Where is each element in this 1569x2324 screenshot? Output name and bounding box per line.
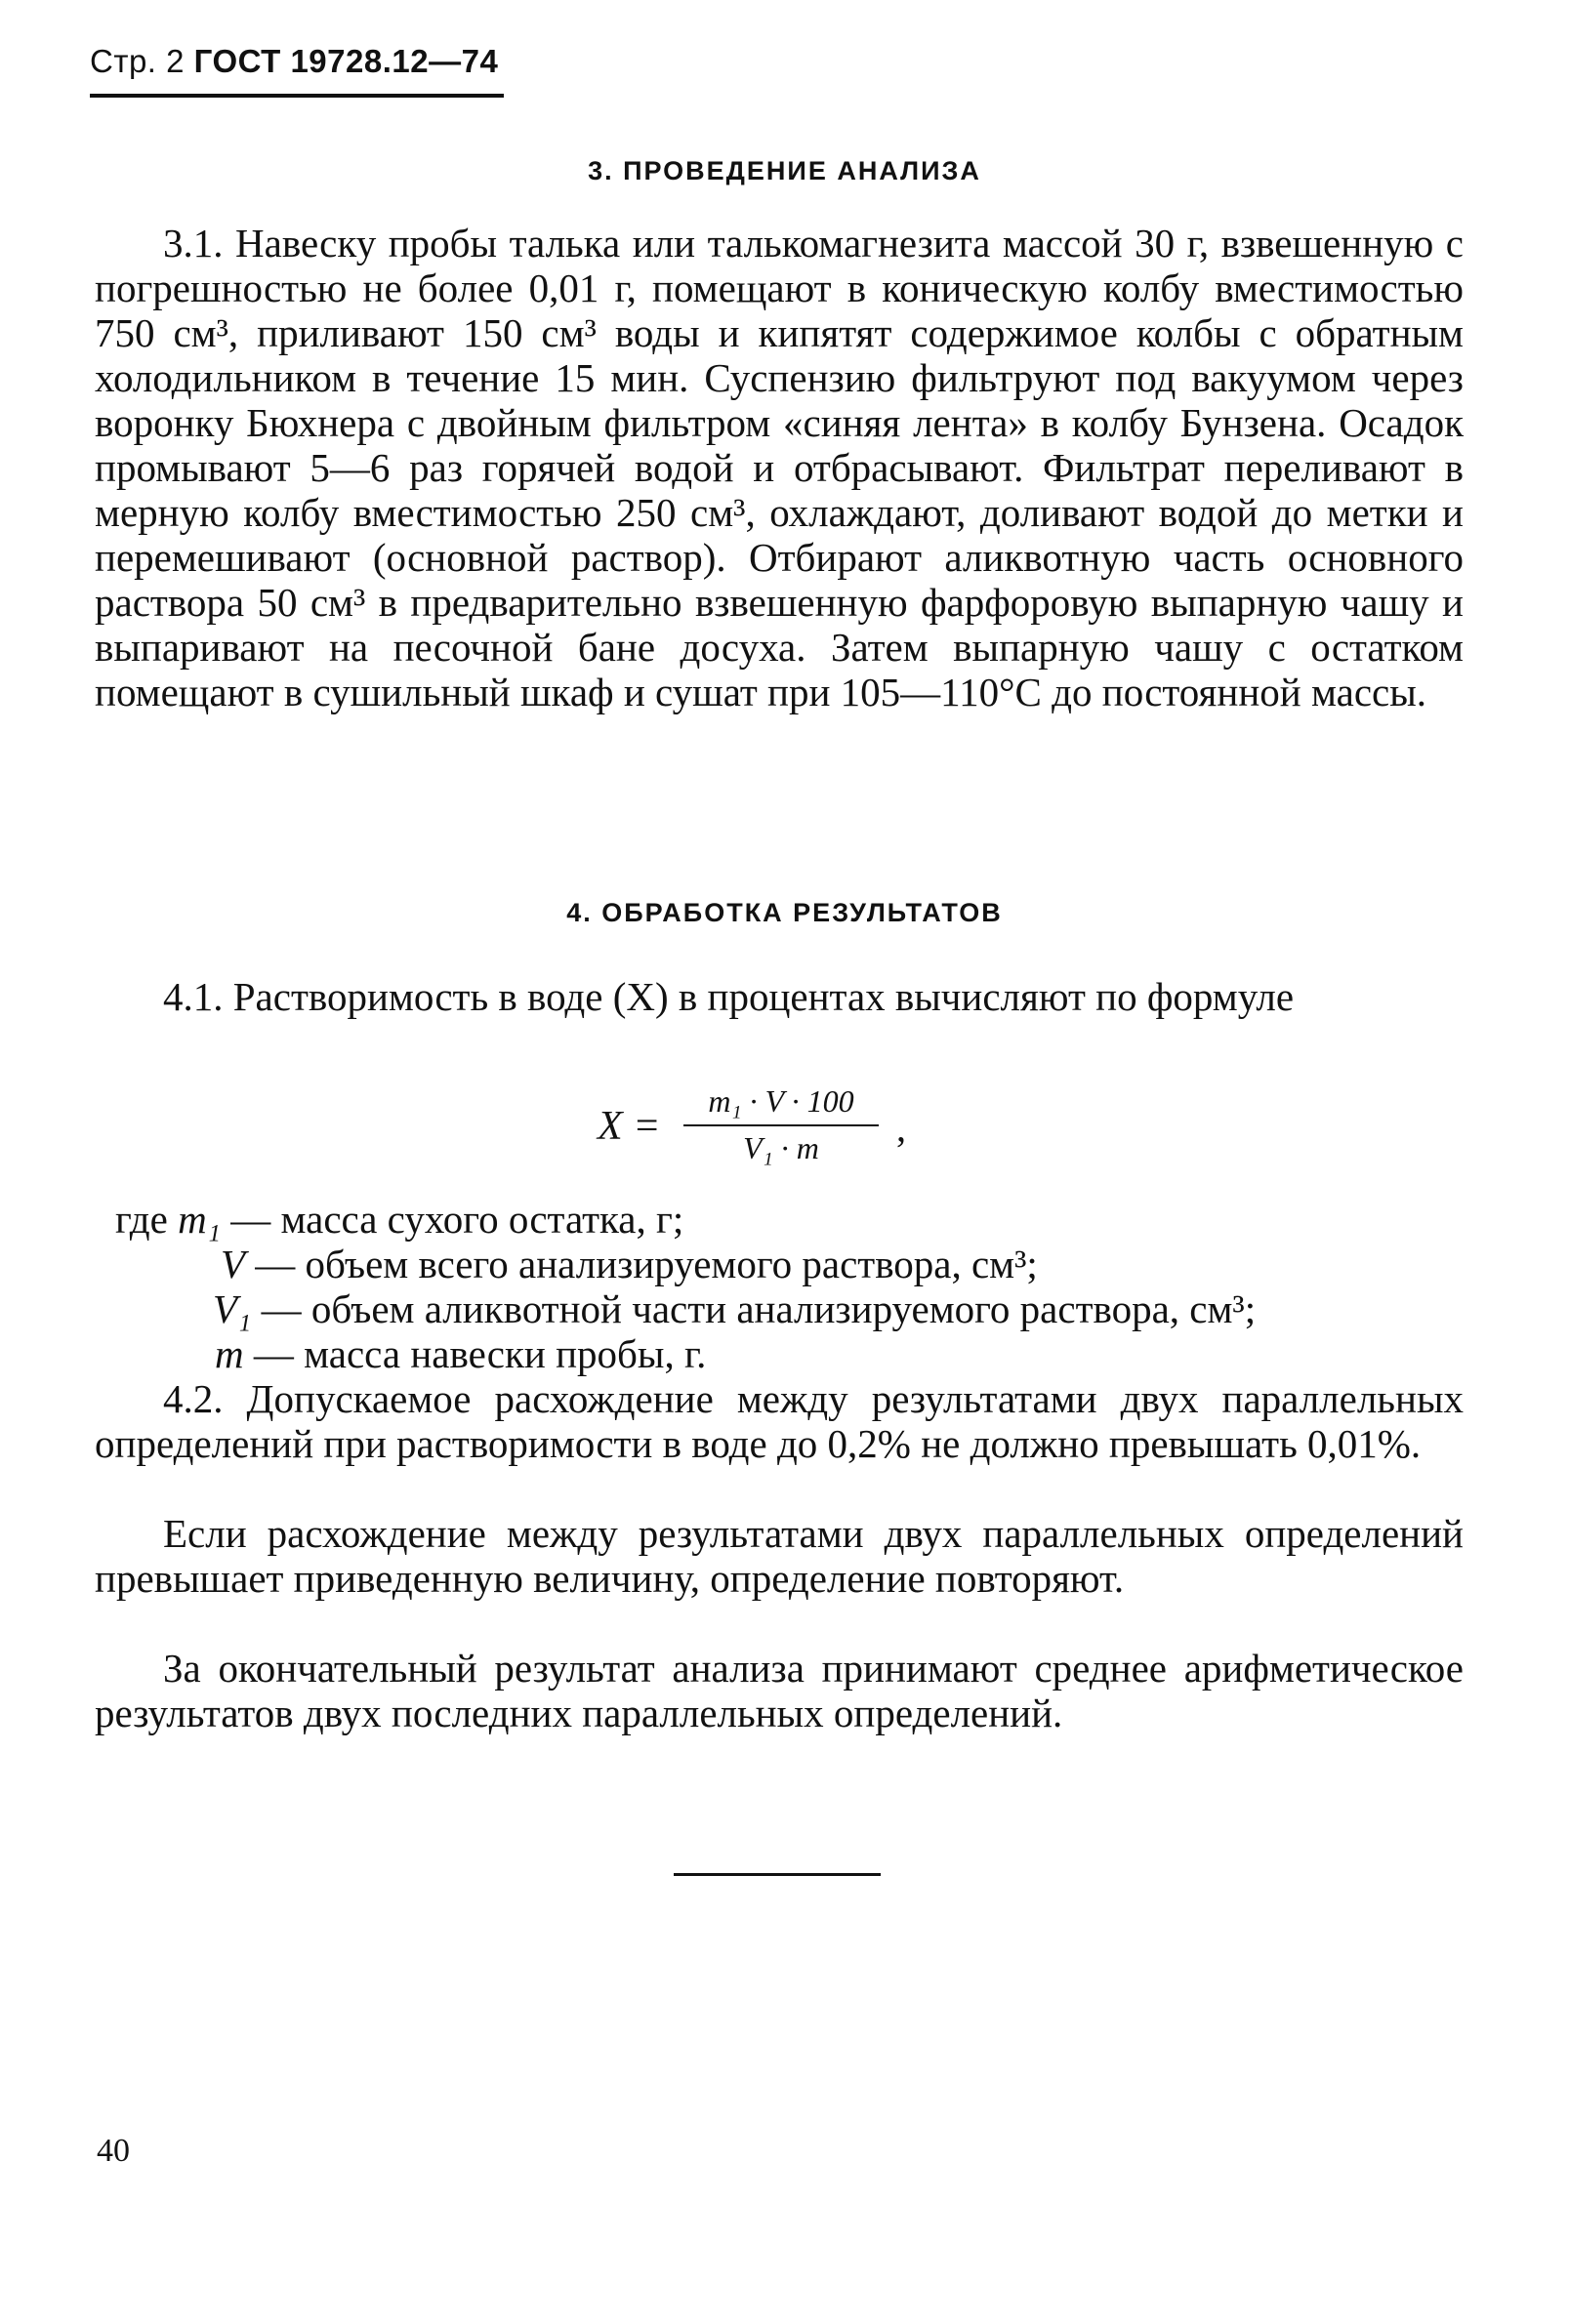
- formula-numerator: m₁ · V · 100: [708, 1083, 854, 1119]
- section-4-title: 4. ОБРАБОТКА РЕЗУЛЬТАТОВ: [566, 898, 1003, 927]
- definition-symbol: V: [221, 1242, 246, 1286]
- header-rule: [90, 94, 504, 98]
- paragraph-repeat: Если расхождение между результатами двух параллельных определений превышает приведенную величину, определение повторяют.: [95, 1511, 1464, 1601]
- definition-v: [221, 1242, 1038, 1286]
- formula-lhs: X =: [598, 1104, 661, 1149]
- definition-v1: [213, 1286, 1256, 1331]
- formula-trailing-comma: ,: [896, 1106, 906, 1150]
- definition-symbol: m₁: [178, 1197, 221, 1242]
- paragraph-4-1: 4.1. Растворимость в воде (X) в процентах вычисляют по формуле: [163, 974, 1295, 1019]
- definition-text: — масса сухого остатка, г;: [220, 1197, 684, 1242]
- definition-symbol: V₁: [213, 1286, 252, 1331]
- running-header: [90, 43, 498, 80]
- definition-m1: [115, 1197, 683, 1242]
- definition-prefix: где: [115, 1197, 168, 1242]
- formula-denominator: V₁ · m: [743, 1130, 819, 1165]
- standard-number: ГОСТ 19728.12—74: [193, 43, 499, 79]
- paragraph-3-1: 3.1. Навеску пробы талька или талькомагнезита массой 30 г, взвешенную с погрешностью не более 0,01 г, помещают в коническую колбу вместимостью 750 см³, приливают 150 см³ воды и кипятят содержимое колбы с обратным холодильником в течение 15 мин. Суспензию фильтруют под вакуумом через воронку Бюхнера с двойным фильтром «синяя лента» в колбу Бунзена. Осадок промывают 5—6 раз горячей водой и отбрасывают. Фильтрат переливают в мерную колбу вместимостью 250 см³, охлаждают, доливают водой до метки и перемешивают (основной раствор). Отбирают аликвотную часть основного раствора 50 см³ в предварительно взвешенную фарфоровую выпарную чашу и выпаривают на песочной бане досуха. Затем выпарную чашу с остатком помещают в сушильный шкаф и сушат при 105—110°С до постоянной массы.: [95, 221, 1464, 714]
- fraction-bar: [683, 1124, 879, 1126]
- definition-m: [215, 1331, 706, 1376]
- solubility-formula: [557, 1083, 967, 1171]
- definition-text: — объем аликвотной части анализируемого раствора, см³;: [251, 1286, 1257, 1331]
- page-number: 40: [97, 2133, 130, 2169]
- definition-text: — объем всего анализируемого раствора, см³;: [245, 1242, 1038, 1286]
- paragraph-final: За окончательный результат анализа принимают среднее арифметическое результатов двух последних параллельных определений.: [95, 1646, 1464, 1735]
- definition-text: — масса навески пробы, г.: [243, 1331, 707, 1376]
- section-3-title: 3. ПРОВЕДЕНИЕ АНАЛИЗА: [588, 156, 981, 185]
- paragraph-4-2: 4.2. Допускаемое расхождение между результатами двух параллельных определений при растворимости в воде до 0,2% не должно превышать 0,01%.: [95, 1376, 1464, 1466]
- end-rule: [674, 1873, 881, 1876]
- page-label: Стр. 2: [90, 43, 185, 79]
- definition-symbol: m: [215, 1331, 244, 1376]
